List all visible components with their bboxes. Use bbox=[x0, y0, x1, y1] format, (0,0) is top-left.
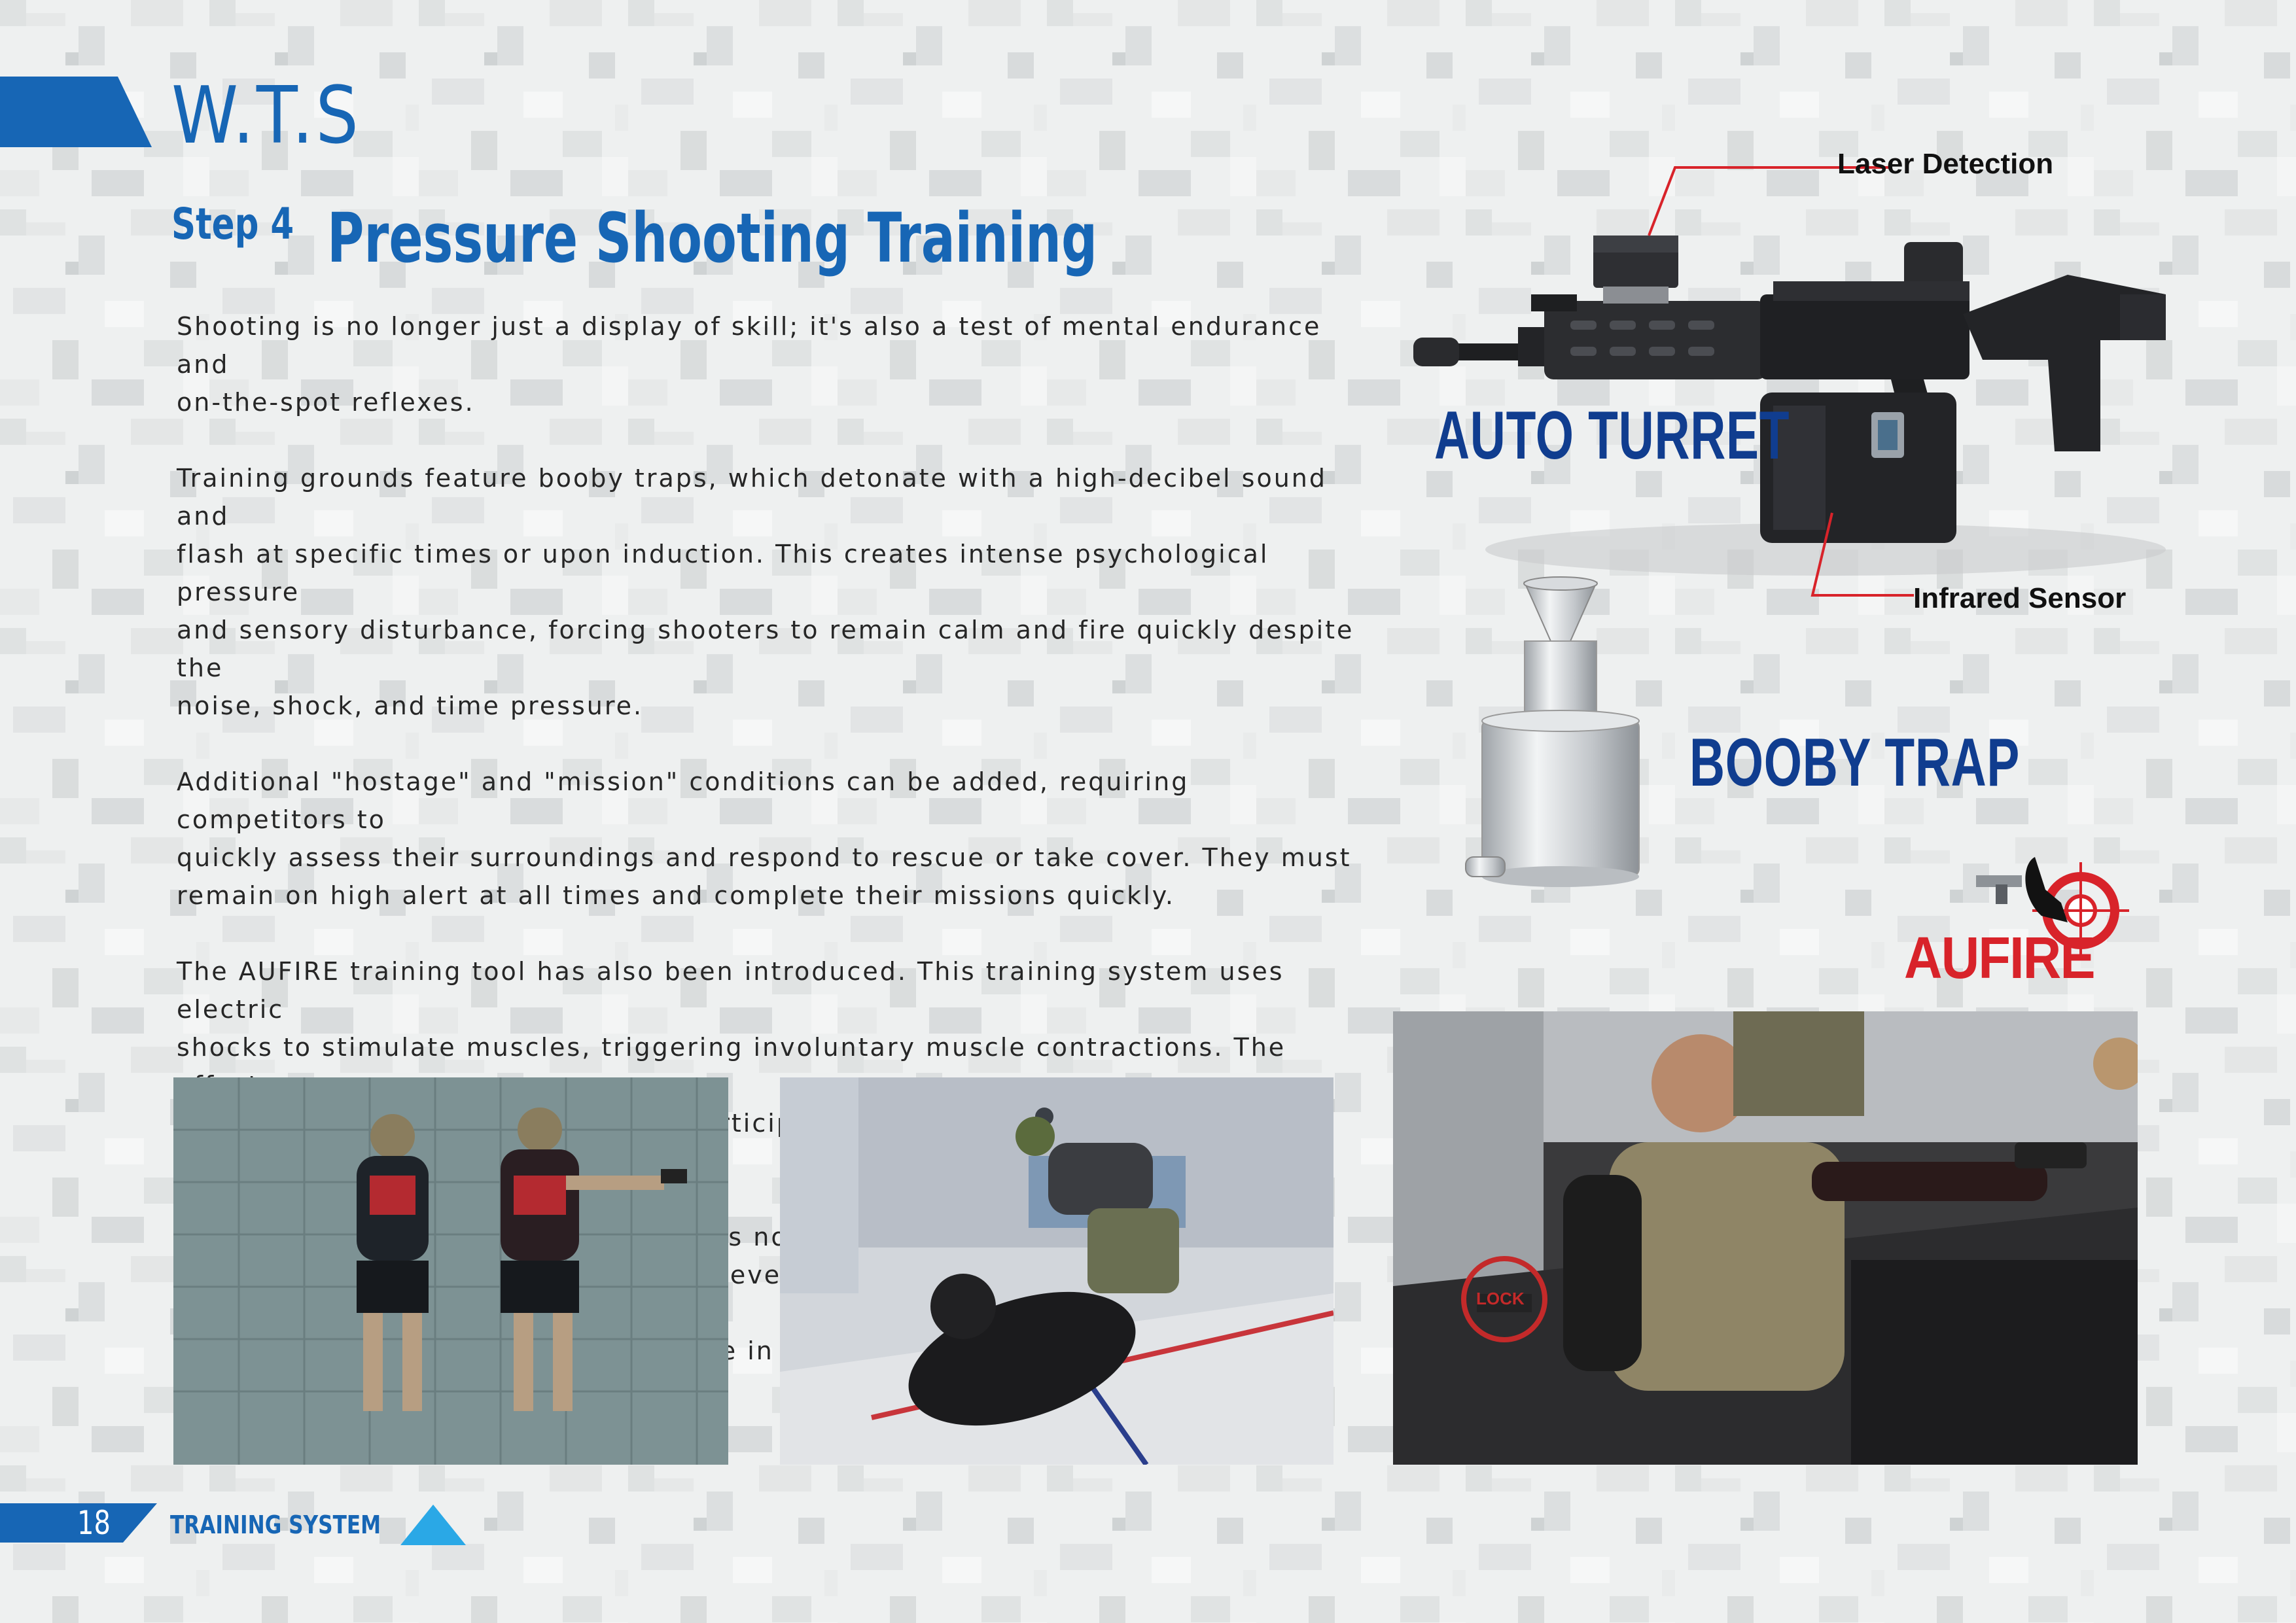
photo-aufire-training bbox=[1393, 1011, 2138, 1465]
paragraph: not develop in bbox=[712, 1223, 826, 1365]
booby-trap-label: BOOBY TRAP bbox=[1689, 725, 2021, 801]
page-title: Pressure Shooting Training bbox=[327, 198, 1098, 278]
step-label: Step 4 bbox=[171, 199, 294, 249]
photo-competitors-shooting bbox=[173, 1077, 728, 1465]
photo-hostage-dummy bbox=[780, 1077, 1333, 1465]
lock-overlay-text: LOCK bbox=[1476, 1289, 1525, 1308]
aufire-logo-text: AUFIRE bbox=[1904, 926, 2094, 991]
auto-turret-label: AUTO TURRET bbox=[1434, 398, 1790, 474]
footer-accent-triangle bbox=[400, 1505, 466, 1545]
footer-section-label: TRAINING SYSTEM bbox=[170, 1510, 381, 1539]
paragraph: Training grounds feature booby traps, which detonate with a high-decibel sound and flash at specific times or upon induction. This creates intense psychological pressure and sensory disturbance, forcing shooters to remain calm and fire quickly despite the noise, shock, and time pressure. bbox=[177, 464, 1354, 720]
booby-trap-image bbox=[1453, 569, 1669, 909]
paragraph: Additional "hostage" and "mission" conditions can be added, requiring competitors to quickly assess their surroundings and respond to rescue or take cover. They must remain on high alert at all times and complete their missions quickly. bbox=[177, 767, 1352, 910]
infrared-sensor-label: Infrared Sensor bbox=[1913, 582, 2127, 614]
paragraph: Shooting is no longer just a display of skill; it's also a test of mental endurance and on-the-spot reflexes. bbox=[177, 312, 1322, 417]
page-number: 18 bbox=[77, 1504, 111, 1542]
laser-detection-label: Laser Detection bbox=[1837, 148, 2054, 180]
brand-title: W.T.S bbox=[171, 71, 361, 162]
infrared-callout-line bbox=[1806, 510, 1917, 602]
paragraph: The AUFIRE training tool has also been introduced. This training system uses electric shocks to stimulate muscles, triggering involuntary muscle contractions. The participants bbox=[177, 957, 1286, 1138]
header-accent-shape bbox=[0, 77, 152, 147]
